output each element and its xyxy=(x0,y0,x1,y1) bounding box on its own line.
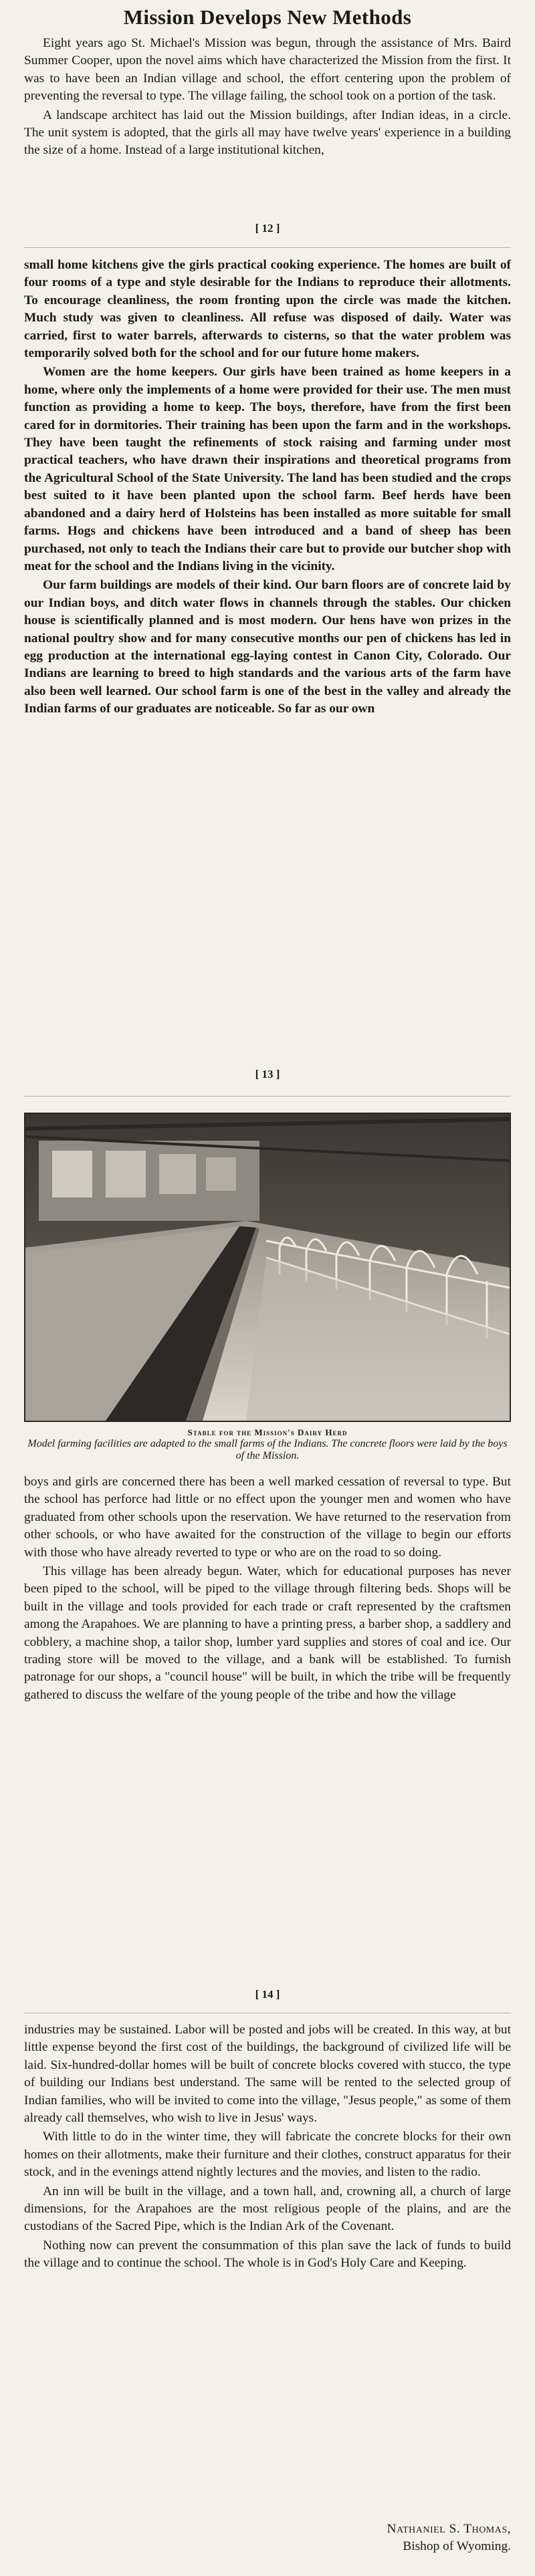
page-number: [ 13 ] xyxy=(255,1068,280,1081)
paragraph: Eight years ago St. Michael's Mission was begun, through the assistance of Mrs. Baird Summer Cooper, upon the novel aims which have characterized the Mission from the first. It was to have been an Indian village and school, the effort centering upon the problem of preventing the reversal to type. The village failing, the school took on a portion of the task. xyxy=(24,36,511,104)
page-divider xyxy=(24,247,511,248)
section-2 xyxy=(24,257,511,718)
paragraph: With little to do in the winter time, they will fabricate the concrete blocks for their own homes on their allotments, make their furniture and their clothes, construct apparatus for their stock, and in the evenings attend nightly lectures and the movies, and listen to the radio. xyxy=(24,2130,511,2180)
paragraph: An inn will be built in the village, and a town hall, and, crowning all, a church of large dimensions, for the Arapahoes are the most religious people of the plains, and are the custodians of the Sacred Pipe, which is the Indian Ark of the Covenant. xyxy=(24,2184,511,2234)
signature xyxy=(387,2521,511,2556)
paragraph: small home kitchens give the girls practical cooking experience. The homes are built of four rooms of a type and style desirable for the Indians to reproduce their allotments. To encourage cleanliness, the room fronting upon the circle was made the kitchen. Much study was given to cleanliness. All refuse was disposed of daily. Water was carried, first to water barrels, afterwards to cisterns, so that the water problem was temporarily solved both for the school and for our future home makers. xyxy=(24,258,511,361)
paragraph: A landscape architect has laid out the Mission buildings, after Indian ideas, in a circle. The unit system is adopted, that the girls all may have twelve years' experience in a building the size of a home. Instead of a large institutional kitchen, xyxy=(24,108,511,158)
paragraph: Nothing now can prevent the consummation of this plan save the lack of funds to build the village and to continue the school. The whole is in God's Holy Care and Keeping. xyxy=(24,2238,511,2271)
paragraph: industries may be sustained. Labor will be posted and jobs will be created. In this way, at but little expense beyond the first cost of the buildings, the background of civilized life will be laid. Six-hundred-dollar homes will be built of concrete blocks covered with stucco, the type of building our Indians best understand. The same will be rented to the selected group of Indian families, who will be invited to come into the village, "Jesus people," as some of them already call themselves, who wish to live in Jesus' ways. xyxy=(24,2023,511,2126)
page-title: Mission Develops New Methods xyxy=(123,5,412,29)
page-number: [ 14 ] xyxy=(255,1988,280,2001)
signature-name: Nathaniel S. Thomas, xyxy=(387,2522,511,2536)
figure-caption-text: Model farming facilities are adapted to the small farms of the Indians. The concrete floors were laid by the boys of the Mission. xyxy=(27,1438,508,1461)
figure-title: Stable for the Mission's Dairy Herd xyxy=(187,1427,348,1437)
paragraph: Women are the home keepers. Our girls have been trained as home keepers in a home, where only the implements of a home were provided for their use. The men must function as providing a home to keep. The boys, therefore, have from the first been cared for in dormitories. Their training has been upon the farm and in the workshops. They have been taught the refinements of stock raising and farming under most practical teachers, who have drawn their inspirations and theoretical programs from the Agricultural School of the State University. The land has been studied and the crops best suited to it have been planted upon the school farm. Beef herds have been abandoned and a dairy herd of Holsteins has been installed as more suitable for small farms. Hogs and chickens have been introduced and a band of sheep has been purchased, not only to teach the Indians their care but to provide our butcher shop with meat for the school and the Indians living in the vicinity. xyxy=(24,365,511,573)
section-4 xyxy=(24,2021,511,2273)
signature-role: Bishop of Wyoming. xyxy=(403,2539,511,2554)
figure-caption xyxy=(24,1427,511,1462)
page-divider xyxy=(24,1096,511,1097)
paragraph: boys and girls are concerned there has been a well marked cessation of reversal to type. But the school has perforce had little or no effect upon the younger men and women who have graduated from other schools upon the reservation. We have returned to the reservation from other schools, or who have awaited for the construction of the village to begin our efforts with those who have already reverted to type or who are on the road to so doing. xyxy=(24,1475,511,1560)
paragraph: This village has been already begun. Water, which for educational purposes has never been piped to the school, will be piped to the village through filtering beds. Shops will be built in the village and tools provided for each trade or craft represented by the craftsmen among the Arapahoes. We are planning to have a printing press, a barber shop, a saddlery and cobblery, a machine shop, a tailor shop, lumber yard supplies and stores of coal and ice. Our trading store will be moved to the village, and a bank will be established. To furnish patronage for our shops, a "council house" will be built, in which the tribe will be frequently gathered to discuss the welfare of the young people of the tribe and how the village xyxy=(24,1564,511,1702)
section-3 xyxy=(24,1473,511,1704)
page-number: [ 12 ] xyxy=(255,222,280,235)
stable-photograph xyxy=(24,1113,511,1422)
section-1 xyxy=(24,5,511,160)
paragraph: Our farm buildings are models of their kind. Our barn floors are of concrete laid by our Indian boys, and ditch water flows in channels through the stables. Our chicken house is scientifically planned and is most modern. Our hens have won prizes in the national poultry show and for many consecutive months our pen of chickens has led in egg production at the international egg-laying contest in Canon City, Colorado. Our Indians are learning to breed to high standards and the various arts of the farm have also been well learned. Our school farm is one of the best in the valley and already the Indian farms of our graduates are noticeable. So far as our own xyxy=(24,578,511,716)
